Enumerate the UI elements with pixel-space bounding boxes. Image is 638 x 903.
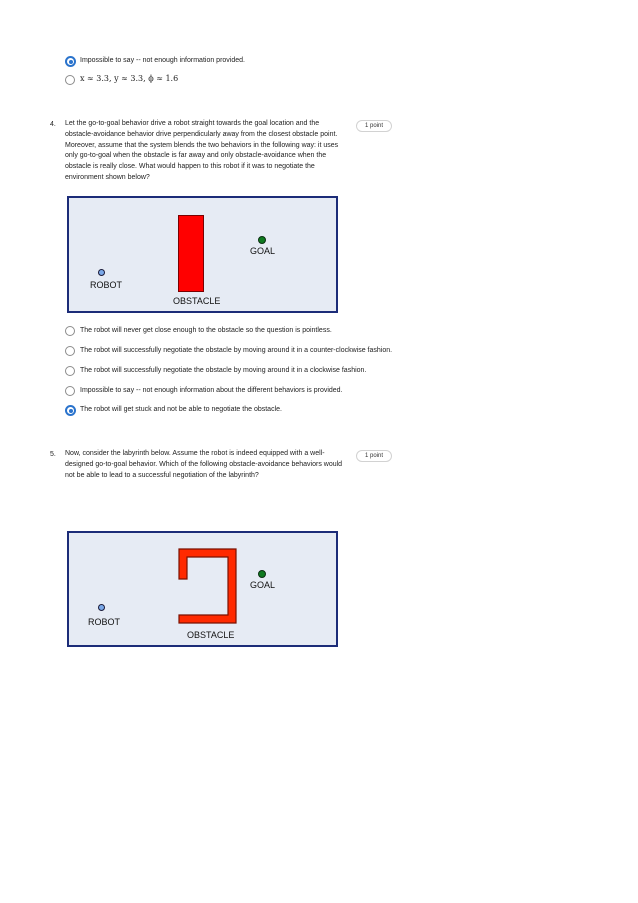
q5-obstacle-label: OBSTACLE: [187, 630, 235, 640]
q5-robot-label: ROBOT: [88, 617, 121, 627]
q4-text-line: Moreover, assume that the system blends the two behaviors in the following way: it uses: [65, 141, 339, 149]
q4-option-radio-5[interactable]: [65, 405, 76, 416]
q4-text: [65, 119, 338, 184]
q5-points-badge: 1 point: [356, 450, 392, 462]
q4-option-label-3: The robot will successfully negotiate the obstacle by moving around it in a clockwise fashion.: [80, 367, 367, 374]
q5-text-line: Now, consider the labyrinth below. Assume the robot is indeed equipped with a well-: [65, 450, 325, 457]
q4-option-radio-4[interactable]: [65, 386, 75, 396]
q4-obstacle-label: OBSTACLE: [173, 296, 221, 306]
q5-goal-dot: [258, 570, 266, 578]
q5-text-line: not be able to lead to a successful negotiation of the labyrinth?: [65, 471, 259, 479]
q5-labyrinth-obstacle: [69, 533, 336, 645]
q4-text-line: only go-to-goal when the obstacle is far away and only obstacle-avoidance when the: [65, 152, 327, 160]
q4-option-radio-3[interactable]: [65, 366, 75, 376]
q4-option-radio-1[interactable]: [65, 326, 75, 336]
q4-goal-dot: [258, 236, 266, 244]
q4-robot-label: ROBOT: [90, 280, 123, 290]
q4-environment-figure: [67, 196, 338, 313]
q4-text-line: obstacle is really close. What would happen to this robot if it was to negotiate the: [65, 163, 315, 171]
q4-obstacle-shape: [178, 215, 204, 292]
q4-goal-label: GOAL: [250, 246, 276, 256]
q4-option-label-1: The robot will never get close enough to the obstacle so the question is pointless.: [80, 327, 332, 334]
prev-option-label-1: Impossible to say -- not enough information provided.: [80, 57, 245, 64]
q5-goal-label: GOAL: [250, 580, 276, 590]
q4-option-label-5: The robot will get stuck and not be able to negotiate the obstacle.: [80, 406, 282, 413]
q4-option-label-2: The robot will successfully negotiate the obstacle by moving around it in a counter-clockwise fashion.: [80, 347, 393, 354]
q5-text: [65, 449, 342, 481]
q4-number: 4.: [50, 121, 56, 128]
q4-text-line: environment shown below?: [65, 173, 150, 181]
q4-points-badge: 1 point: [356, 120, 392, 132]
q4-robot-dot: [98, 269, 105, 276]
q4-option-label-4: Impossible to say -- not enough information about the different behaviors is provided.: [80, 387, 343, 394]
q4-text-line: obstacle-avoidance behavior drive perpendicularly away from the closest obstacle point.: [65, 130, 338, 138]
q5-text-line: designed go-to-goal behavior. Which of the following obstacle-avoidance behaviors would: [65, 460, 343, 468]
q5-obstacle-shape: [179, 549, 236, 623]
q5-labyrinth-figure: [67, 531, 338, 647]
prev-option-radio-1[interactable]: [65, 56, 76, 67]
q5-robot-dot: [98, 604, 105, 611]
q4-text-line: Let the go-to-goal behavior drive a robot straight towards the goal location and the: [65, 120, 320, 127]
q4-option-radio-2[interactable]: [65, 346, 75, 356]
q5-number: 5.: [50, 451, 56, 458]
prev-option-radio-2[interactable]: [65, 75, 75, 85]
prev-option-label-2: x ≈ 3.3, y ≈ 3.3, ϕ ≈ 1.6: [80, 74, 179, 83]
